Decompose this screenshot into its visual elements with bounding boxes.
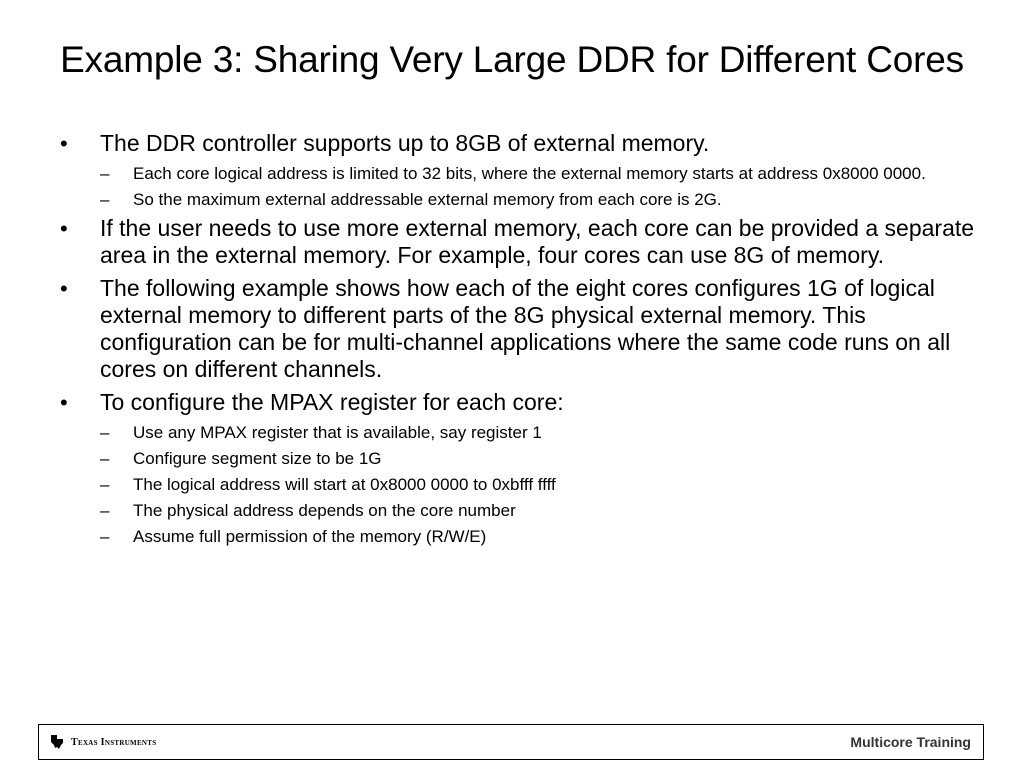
bullet-marker: • [60,390,68,415]
sub-bullet-item [56,448,976,470]
sub-bullet-item [56,526,976,548]
sub-bullet-text: The logical address will start at 0x8000 0000 to 0xbfff ffff [133,475,556,494]
logo-text: Texas Instruments [71,736,157,748]
bullet-item [56,215,976,269]
bullet-marker: • [60,131,68,156]
slide-title: Example 3: Sharing Very Large DDR for Different Cores [60,39,964,80]
bullet-group-1 [56,130,976,211]
bullet-text: The following example shows how each of the eight cores configures 1G of logical external memory to different parts of the 8G physical external memory. This configuration can be for multi-channel applications where the same code runs on all cores on different channels. [100,275,951,382]
sub-bullet-item [56,500,976,522]
dash-marker: – [100,423,110,442]
slide-body [56,130,976,552]
bullet-marker: • [60,276,68,301]
bullet-item [56,389,976,416]
texas-state-icon [49,734,65,750]
sub-bullet-text: So the maximum external addressable external memory from each core is 2G. [133,190,722,209]
bullet-group-2 [56,215,976,269]
bullet-text: To configure the MPAX register for each core: [100,389,564,415]
bullet-text: If the user needs to use more external memory, each core can be provided a separate area in the external memory. For example, four cores can use 8G of memory. [100,215,975,268]
sub-bullet-item [56,189,976,211]
slide-footer [38,724,984,760]
bullet-group-3 [56,275,976,383]
sub-bullet-text: The physical address depends on the core number [133,501,516,520]
bullet-text: The DDR controller supports up to 8GB of external memory. [100,130,710,156]
bullet-group-4 [56,389,976,548]
ti-logo [49,734,156,750]
dash-marker: – [100,501,110,520]
sub-bullet-item [56,163,976,185]
dash-marker: – [100,164,110,183]
dash-marker: – [100,190,110,209]
sub-bullet-text: Assume full permission of the memory (R/W/E) [133,527,487,546]
dash-marker: – [100,475,110,494]
dash-marker: – [100,449,110,468]
footer-course-name: Multicore Training [850,734,971,750]
bullet-item [56,130,976,157]
sub-bullet-text: Configure segment size to be 1G [133,449,382,468]
sub-bullet-text: Each core logical address is limited to 32 bits, where the external memory starts at address 0x8000 0000. [133,164,926,183]
sub-bullet-item [56,422,976,444]
sub-bullet-text: Use any MPAX register that is available, say register 1 [133,423,542,442]
dash-marker: – [100,527,110,546]
sub-bullet-item [56,474,976,496]
bullet-marker: • [60,216,68,241]
bullet-item [56,275,976,383]
